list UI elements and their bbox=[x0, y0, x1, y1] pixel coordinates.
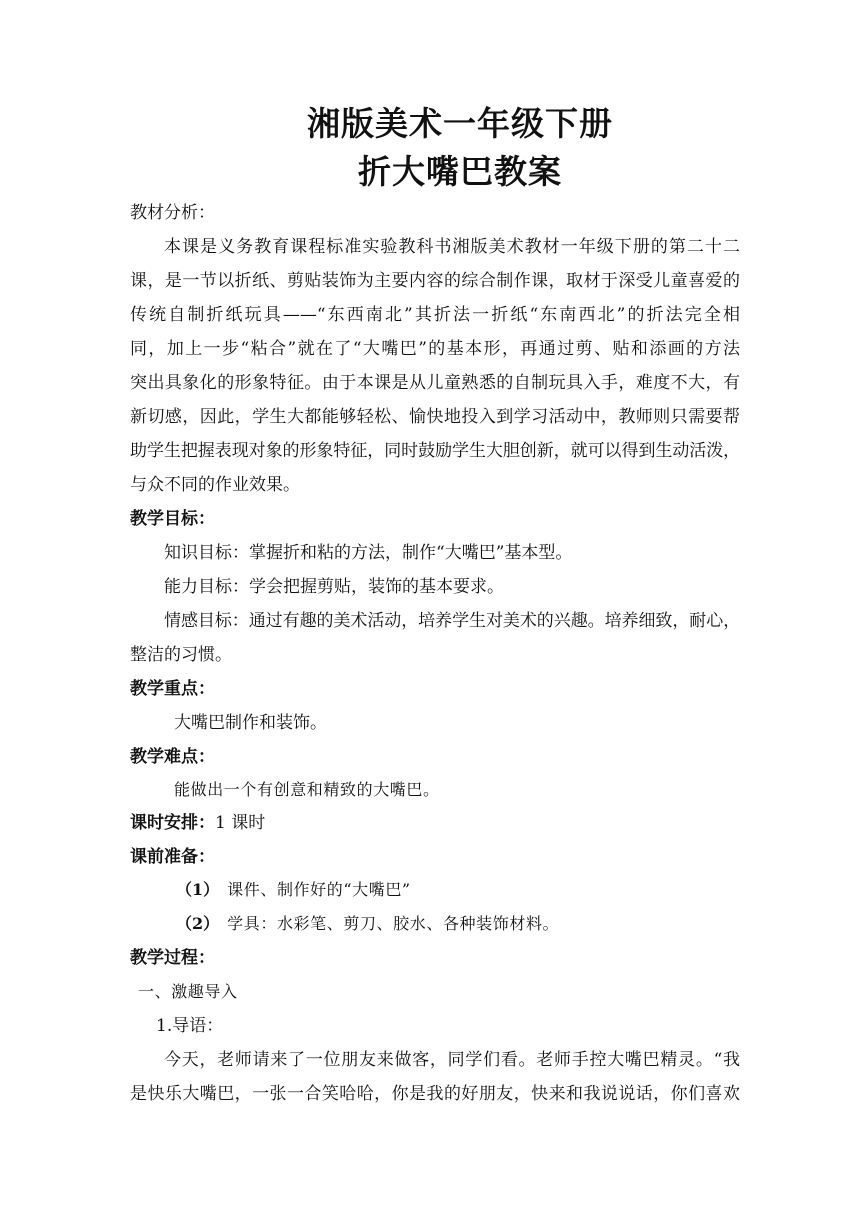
analysis-paragraph-line: 传统自制折纸玩具——“东西南北”其折法一折纸“东南西北”的折法完全相 bbox=[130, 305, 740, 325]
prep-item-2-number: （2） bbox=[176, 914, 220, 933]
process-label: 教学过程： bbox=[130, 948, 215, 968]
analysis-paragraph-line: 课，是一节以折纸、剪贴装饰为主要内容的综合制作课，取材于深受儿童喜爱的 bbox=[130, 271, 740, 291]
goal-knowledge: 知识目标：掌握折和粘的方法，制作“大嘴巴”基本型。 bbox=[164, 543, 573, 563]
schedule-label: 课时安排： bbox=[130, 813, 215, 833]
analysis-paragraph-line: 突出具象化的形象特征。由于本课是从儿童熟悉的自制玩具入手，难度不大，有 bbox=[130, 373, 740, 393]
analysis-paragraph-line: 本课是义务教育课程标准实验教科书湘版美术教材一年级下册的第二十二 bbox=[164, 237, 740, 257]
difficulty-text: 能做出一个有创意和精致的大嘴巴。 bbox=[174, 780, 440, 799]
analysis-paragraph-line: 新切感，因此，学生大都能够轻松、愉快地投入到学习活动中，教师则只需要帮 bbox=[130, 407, 740, 427]
difficulty-label: 教学难点： bbox=[130, 747, 215, 767]
preparation-label: 课前准备： bbox=[130, 847, 215, 867]
goal-emotion-line1: 情感目标：通过有趣的美术活动，培养学生对美术的兴趣。培养细致，耐心， bbox=[164, 611, 740, 631]
intro-paragraph-line: 是快乐大嘴巴，一张一合笑哈哈，你是我的好朋友，快来和我说说话，你们喜欢 bbox=[130, 1084, 740, 1104]
intro-paragraph-line: 今天，老师请来了一位朋友来做客，同学们看。老师手控大嘴巴精灵。“我 bbox=[164, 1050, 740, 1070]
prep-item-1-number: （1） bbox=[176, 880, 220, 899]
document-title-line1: 湘版美术一年级下册 bbox=[307, 104, 613, 143]
key-point-label: 教学重点： bbox=[130, 679, 215, 699]
prep-item-2 bbox=[176, 912, 740, 936]
goals-label: 教学目标： bbox=[130, 509, 215, 529]
schedule-value: 1 课时 bbox=[215, 813, 266, 833]
prep-item-1 bbox=[176, 878, 740, 902]
schedule-row bbox=[130, 811, 740, 835]
key-point-text: 大嘴巴制作和装饰。 bbox=[174, 713, 327, 733]
prep-item-1-text: 课件、制作好的“大嘴巴” bbox=[227, 880, 411, 899]
subsection-1-heading: 1.导语： bbox=[156, 1016, 224, 1036]
analysis-paragraph-line: 与众不同的作业效果。 bbox=[130, 475, 300, 495]
analysis-paragraph-line: 助学生把握表现对象的形象特征，同时鼓励学生大胆创新，就可以得到生动活泼， bbox=[130, 441, 740, 461]
prep-item-2-text: 学具：水彩笔、剪刀、胶水、各种装饰材料。 bbox=[227, 914, 560, 933]
goal-emotion-line2: 整洁的习惯。 bbox=[130, 645, 232, 665]
analysis-paragraph-line: 同，加上一步“粘合”就在了“大嘴巴”的基本形，再通过剪、贴和添画的方法 bbox=[130, 339, 740, 359]
document-title-line2: 折大嘴巴教案 bbox=[358, 152, 562, 191]
goal-ability: 能力目标：学会把握剪贴，装饰的基本要求。 bbox=[164, 577, 504, 597]
section-1-heading: 一、激趣导入 bbox=[138, 982, 238, 1001]
analysis-label: 教材分析： bbox=[130, 203, 215, 223]
